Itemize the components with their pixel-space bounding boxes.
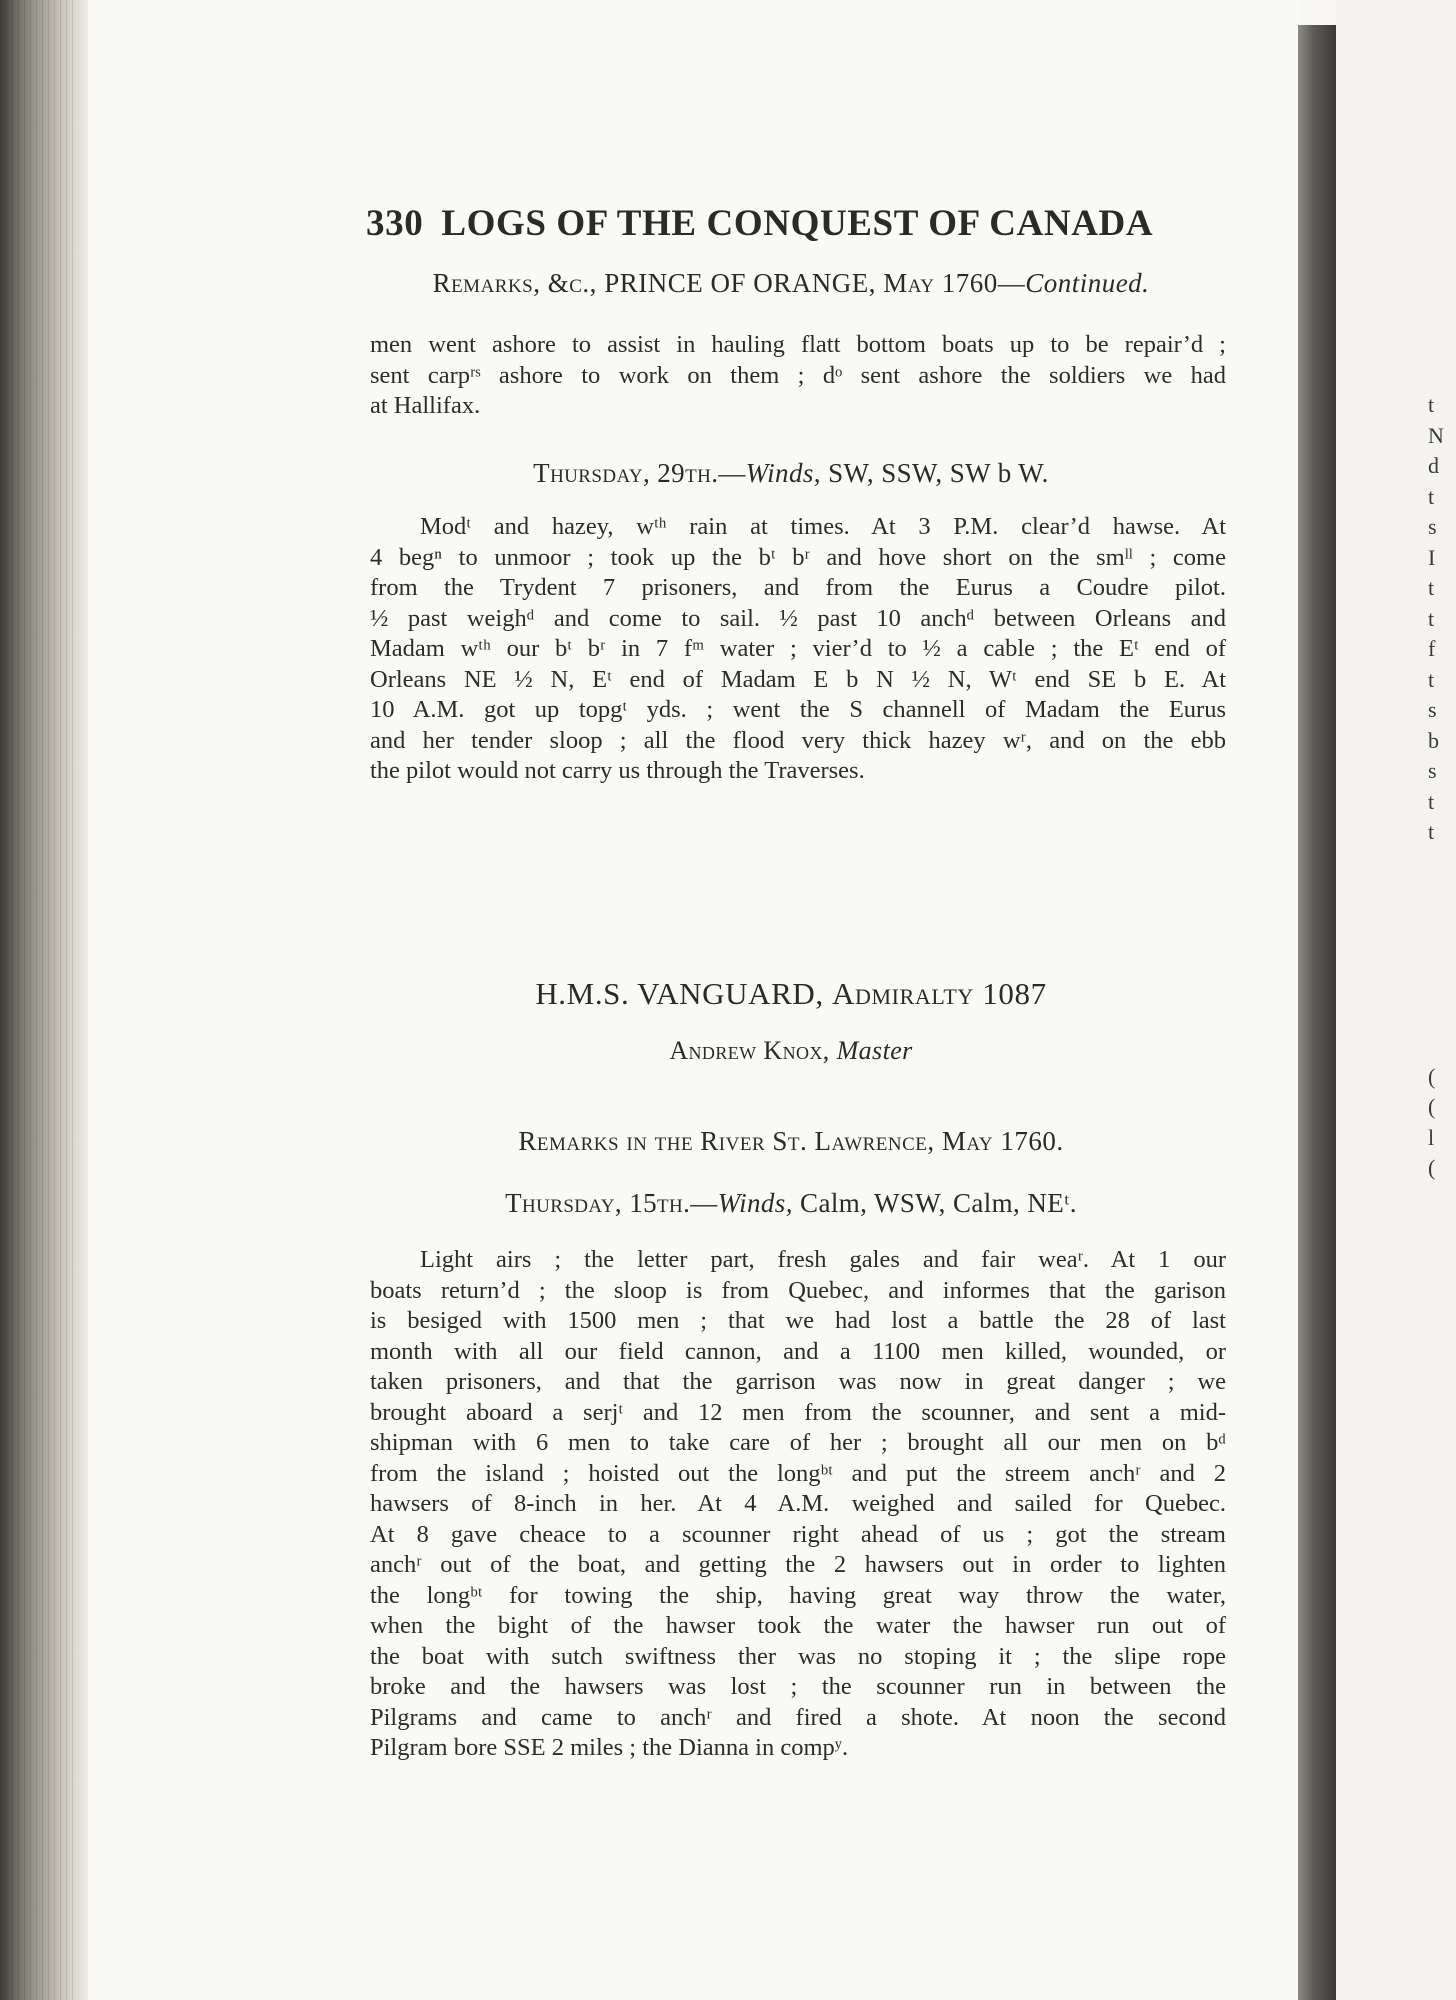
text-line: Orleans NE ½ N, Eᵗ end of Madam E b N ½ N, Wᵗ end SE b E. At [370, 665, 1226, 693]
month-label: May [883, 268, 935, 298]
winds-values: Calm, WSW, Calm, NEᵗ. [800, 1188, 1077, 1218]
text-line: boats return’d ; the sloop is from Quebec, and informes that the garison [370, 1276, 1226, 1304]
remarks-heading [366, 1126, 1216, 1157]
facing-gap [1428, 848, 1456, 1062]
facing-letter: s [1428, 758, 1437, 783]
text-line: from the island ; hoisted out the longᵇᵗ and put the streem anchʳ and 2 [370, 1459, 1226, 1487]
winds-label: Winds, [745, 458, 821, 488]
log-paragraph [370, 330, 1226, 422]
text-line: ½ past weighᵈ and come to sail. ½ past 10 anchᵈ between Orleans and [370, 604, 1226, 632]
text-line: at Hallifax. [370, 392, 481, 419]
log-paragraph [370, 1245, 1226, 1764]
admiralty-number: 1087 [982, 976, 1047, 1011]
text-line: Madam wᵗʰ our bᵗ bʳ in 7 fᵐ water ; vier’d to ½ a cable ; the Eᵗ end of [370, 635, 1226, 662]
text-line: 10 A.M. got up topgᵗ yds. ; went the S channell of Madam the Eurus [370, 696, 1226, 723]
facing-letter: t [1428, 392, 1435, 417]
remarks-year: 1760. [1000, 1126, 1064, 1156]
page-number: 330 [366, 203, 424, 244]
gutter-shadow [1298, 25, 1336, 2000]
facing-letter: t [1428, 483, 1435, 509]
continued-label: Continued. [1025, 268, 1150, 298]
section-heading-prince-of-orange [366, 268, 1216, 299]
text-line: and her tender sloop ; all the flood very thick hazey wʳ, and on the ebb [370, 726, 1226, 754]
year-label: 1760— [941, 268, 1026, 298]
facing-letter: t [1428, 819, 1435, 844]
winds-values: SW, SSW, SW b W. [828, 458, 1049, 488]
text-line: Pilgram bore SSE 2 miles ; the Dianna in compʸ. [370, 1734, 849, 1761]
text-line: broke and the hawsers was lost ; the scounner run in between the [370, 1673, 1226, 1700]
ship-name: H.M.S. VANGUARD, [535, 976, 824, 1011]
text-line: sent carpʳˢ ashore to work on them ; dᵒ sent ashore the soldiers we had [370, 361, 1226, 389]
date-heading [366, 1188, 1216, 1219]
facing-letter: N [1428, 422, 1444, 448]
date-heading [366, 458, 1216, 489]
text-line: month with all our field cannon, and a 1100 men killed, wounded, or [370, 1337, 1226, 1365]
ship-name: PRINCE OF ORANGE, [604, 268, 876, 298]
text-line: brought aboard a serjᵗ and 12 men from the scounner, and sent a mid- [370, 1398, 1226, 1426]
facing-letter: I [1428, 544, 1436, 570]
facing-letter: ( [1428, 1063, 1436, 1089]
text-line: At 8 gave cheace to a scounner right ahead of us ; got the stream [370, 1520, 1226, 1548]
facing-letter: t [1428, 666, 1435, 692]
facing-letter: s [1428, 697, 1437, 722]
remarks-text: Remarks in the River St. Lawrence, May [518, 1126, 994, 1156]
master-line [366, 1036, 1216, 1066]
facing-letter: b [1428, 727, 1439, 753]
date-label: Thursday, 29th.— [533, 458, 746, 488]
text-line: taken prisoners, and that the garrison was now in great danger ; we [370, 1368, 1226, 1395]
text-line: Pilgrams and came to anchʳ and fired a shote. At noon the second [370, 1703, 1226, 1731]
text-line: when the bight of the hawser took the water the hawser run out of [370, 1612, 1226, 1639]
ship-title [366, 976, 1216, 1012]
remarks-label: Remarks, &c., [432, 268, 597, 298]
text-line: Light airs ; the letter part, fresh gales and fair weaʳ. At 1 our [420, 1246, 1226, 1273]
facing-letter: s [1428, 514, 1437, 539]
facing-letter: t [1428, 575, 1435, 600]
facing-letter: d [1428, 453, 1439, 478]
master-name: Andrew Knox, [669, 1036, 830, 1065]
date-label: Thursday, 15th.— [505, 1188, 718, 1218]
text-line: Modᵗ and hazey, wᵗʰ rain at times. At 3 P.M. clear’d hawse. At [420, 513, 1226, 540]
facing-letter: f [1428, 636, 1436, 661]
facing-letter: ( [1428, 1155, 1436, 1180]
text-line: the pilot would not carry us through the Traverses. [370, 757, 865, 784]
facing-letter: t [1428, 605, 1435, 631]
master-label: Master [836, 1036, 913, 1065]
facing-letter: ( [1428, 1094, 1436, 1119]
text-line: men went ashore to assist in hauling flatt bottom boats up to be repair’d ; [370, 331, 1226, 358]
text-line: from the Trydent 7 prisoners, and from the Eurus a Coudre pilot. [370, 574, 1226, 601]
winds-label: Winds, [717, 1188, 793, 1218]
facing-letter: l [1428, 1124, 1435, 1150]
text-line: hawsers of 8-inch in her. At 4 A.M. weighed and sailed for Quebec. [370, 1490, 1226, 1517]
text-line: is besiged with 1500 men ; that we had lost a battle the 28 of last [370, 1307, 1226, 1334]
log-paragraph [370, 512, 1226, 787]
text-line: anchʳ out of the boat, and getting the 2 hawsers out in order to lighten [370, 1551, 1226, 1578]
text-line: the longᵇᵗ for towing the ship, having great way throw the water, [370, 1581, 1226, 1609]
facing-page-letters [1428, 390, 1456, 1184]
text-line: shipman with 6 men to take care of her ; brought all our men on bᵈ [370, 1429, 1226, 1456]
page-edges [6, 0, 76, 2000]
running-head-title: LOGS OF THE CONQUEST OF CANADA [441, 203, 1154, 244]
admiralty-label: Admiralty [832, 976, 974, 1011]
text-line: 4 begⁿ to unmoor ; took up the bᵗ bʳ and hove short on the smˡˡ ; come [370, 543, 1226, 571]
running-head [366, 202, 1206, 252]
facing-letter: t [1428, 788, 1435, 814]
text-line: the boat with sutch swiftness ther was no stoping it ; the slipe rope [370, 1642, 1226, 1670]
